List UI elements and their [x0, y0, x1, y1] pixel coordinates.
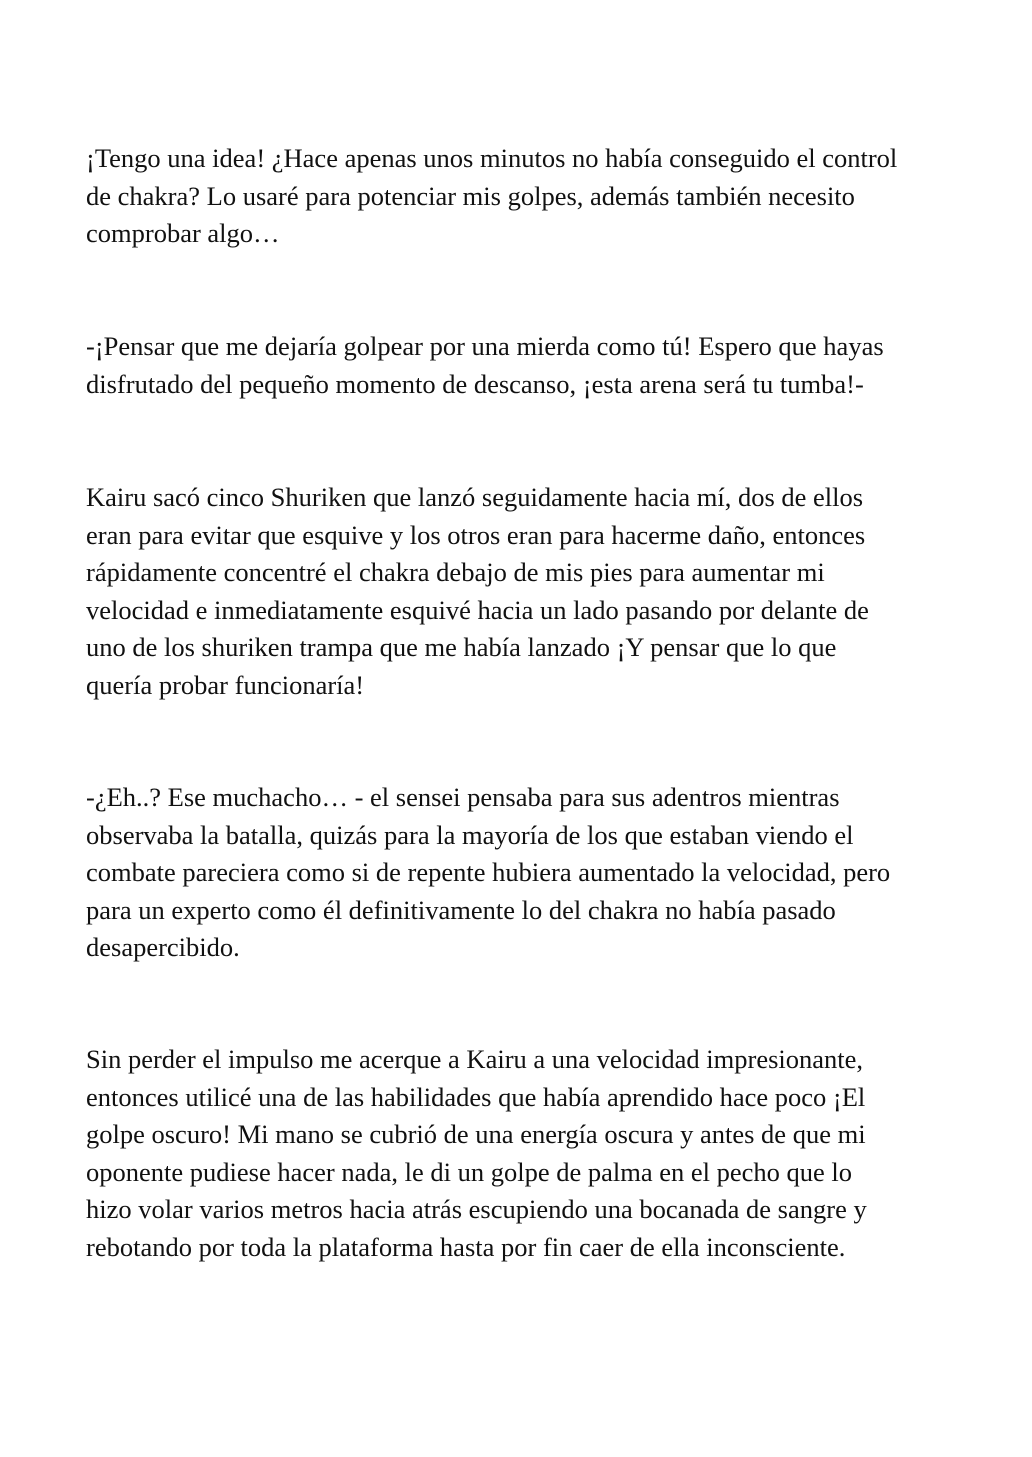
paragraph-4: -¿Eh..? Ese muchacho… - el sensei pensaba para sus adentros mientras observaba la batalla, quizás para la mayoría de los que estaban viendo el combate pareciera como si de repente hubiera aumentado la velocidad, pero para un experto como él definitivamente lo del chakra no había pasado desapercibido.: [86, 782, 891, 962]
paragraph-5: Sin perder el impulso me acerque a Kairu a una velocidad impresionante, entonces utilicé una de las habilidades que había aprendido hace poco ¡El golpe oscuro! Mi mano se cubrió de una energía oscura y antes de que mi oponente pudiese hacer nada, le di un golpe de palma en el pecho que lo hizo volar varios metros hacia atrás escupiendo una bocanada de sangre y rebotando por toda la plataforma hasta por fin caer de ella inconsciente.: [86, 1044, 867, 1262]
paragraph-2: -¡Pensar que me dejaría golpear por una mierda como tú! Espero que hayas disfrutado del pequeño momento de descanso, ¡esta arena será tu tumba!-: [86, 331, 884, 399]
paragraph-3: Kairu sacó cinco Shuriken que lanzó seguidamente hacia mí, dos de ellos eran para evitar que esquive y los otros eran para hacerme daño, entonces rápidamente concentré el chakra debajo de mis pies para aumentar mi velocidad e inmediatamente esquivé hacia un lado pasando por delante de uno de los shuriken trampa que me había lanzado ¡Y pensar que lo que quería probar funcionaría!: [86, 482, 869, 700]
paragraph-1: ¡Tengo una idea! ¿Hace apenas unos minutos no había conseguido el control de chakra? Lo usaré para potenciar mis golpes, además también necesito comprobar algo…: [86, 143, 898, 248]
